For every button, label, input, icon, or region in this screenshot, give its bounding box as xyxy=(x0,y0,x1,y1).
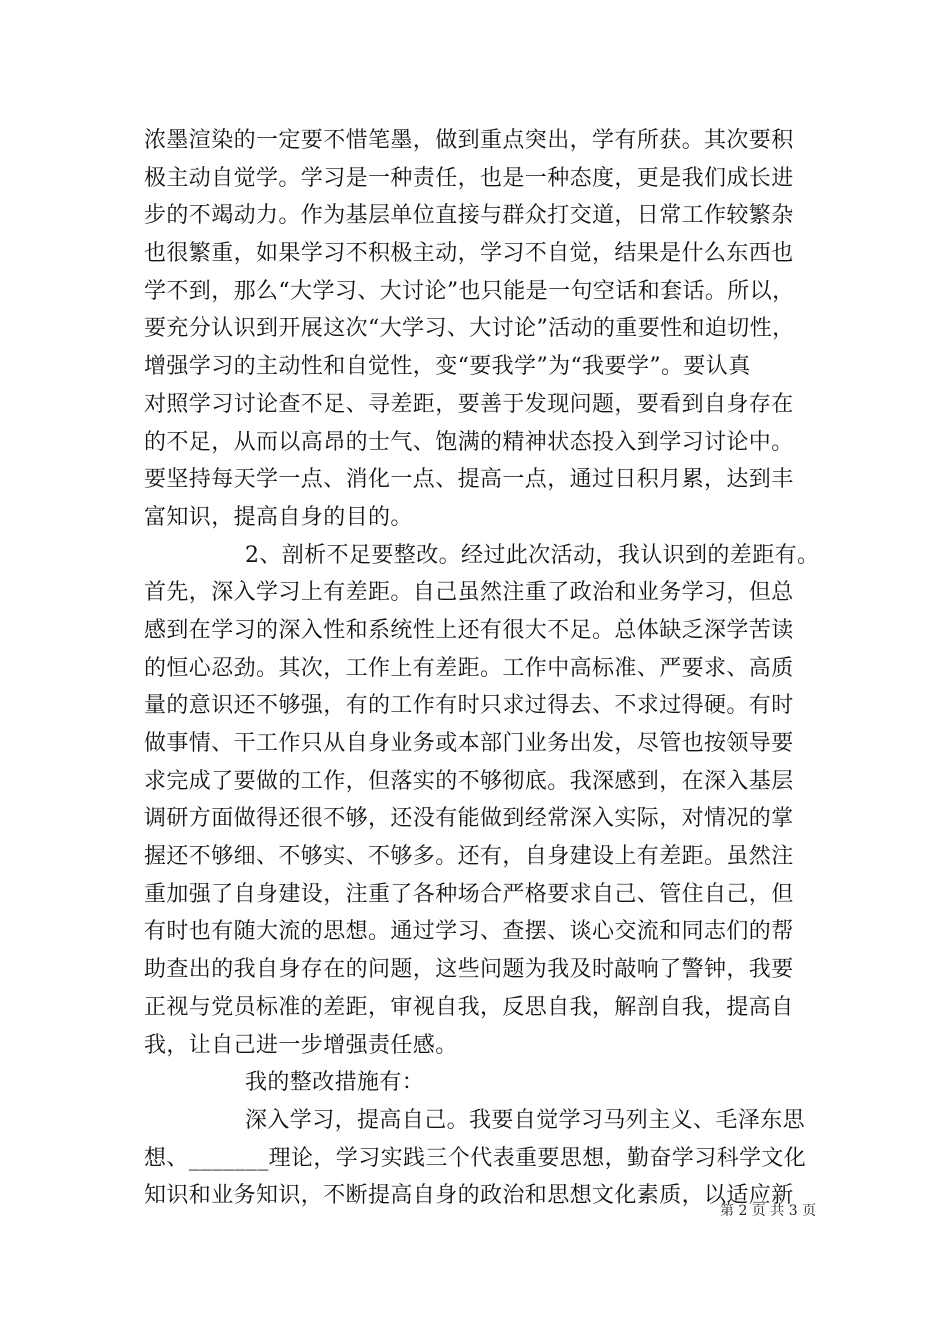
text-line: 感到在学习的深入性和系统性上还有很大不足。总体缺乏深学苦读 xyxy=(144,617,794,643)
text-line: 学不到，那么“大学习、大讨论”也只能是一句空话和套话。所以， xyxy=(144,278,795,304)
text-line: 调研方面做得还很不够，还没有能做到经常深入实际，对情况的掌 xyxy=(144,806,794,832)
text-line: 想、_______理论，学习实践三个代表重要思想，勤奋学习科学文化 xyxy=(144,1145,807,1171)
text-line: 我的整改措施有： xyxy=(245,1070,425,1096)
page-number: 第 2 页 共 3 页 xyxy=(720,1203,817,1219)
text-line: 我，让自己进一步增强责任感。 xyxy=(144,1032,458,1058)
text-line: 极主动自觉学。学习是一种责任，也是一种态度，更是我们成长进 xyxy=(144,165,794,191)
text-line: 量的意识还不够强，有的工作有时只求过得去、不求过得硬。有时 xyxy=(144,693,794,719)
text-line: 富知识，提高自身的目的。 xyxy=(144,504,413,530)
text-line: 要坚持每天学一点、消化一点、提高一点，通过日积月累，达到丰 xyxy=(144,467,794,493)
text-line: 步的不竭动力。作为基层单位直接与群众打交道，日常工作较繁杂 xyxy=(144,203,794,229)
text-line: 知识和业务知识，不断提高自身的政治和思想文化素质，以适应新 xyxy=(144,1183,794,1209)
text-line: 的恒心忍劲。其次，工作上有差距。工作中高标准、严要求、高质 xyxy=(144,655,794,681)
text-line: 有时也有随大流的思想。通过学习、查摆、谈心交流和同志们的帮 xyxy=(144,919,794,945)
text-line: 求完成了要做的工作，但落实的不够彻底。我深感到，在深入基层 xyxy=(144,768,794,794)
text-line: 助查出的我自身存在的问题，这些问题为我及时敲响了警钟，我要 xyxy=(144,957,794,983)
text-line: 的不足，从而以高昂的士气、饱满的精神状态投入到学习讨论中。 xyxy=(144,429,794,455)
text-line: 首先，深入学习上有差距。自己虽然注重了政治和业务学习，但总 xyxy=(144,580,794,606)
text-line: 浓墨渲染的一定要不惜笔墨，做到重点突出，学有所获。其次要积 xyxy=(144,128,794,153)
document-body xyxy=(144,122,820,1215)
text-line: 2、剖析不足要整改。经过此次活动，我认识到的差距有。 xyxy=(245,542,820,568)
text-line: 对照学习讨论查不足、寻差距，要善于发现问题，要看到自身存在 xyxy=(144,391,794,417)
text-line: 增强学习的主动性和自觉性，变“要我学”为“我要学”。要认真 xyxy=(144,354,751,380)
text-line: 要充分认识到开展这次“大学习、大讨论”活动的重要性和迫切性， xyxy=(144,316,795,342)
text-line: 做事情、干工作只从自身业务或本部门业务出发，尽管也按领导要 xyxy=(144,731,794,756)
text-line: 深入学习，提高自己。我要自觉学习马列主义、毛泽东思 xyxy=(245,1107,806,1133)
text-line: 重加强了自身建设，注重了各种场合严格要求自己、管住自己，但 xyxy=(144,881,794,907)
text-line: 握还不够细、不够实、不够多。还有，自身建设上有差距。虽然注 xyxy=(144,844,794,870)
text-line: 正视与党员标准的差距，审视自我，反思自我，解剖自我，提高自 xyxy=(144,994,794,1020)
text-line: 也很繁重，如果学习不积极主动，学习不自觉，结果是什么东西也 xyxy=(144,241,794,267)
